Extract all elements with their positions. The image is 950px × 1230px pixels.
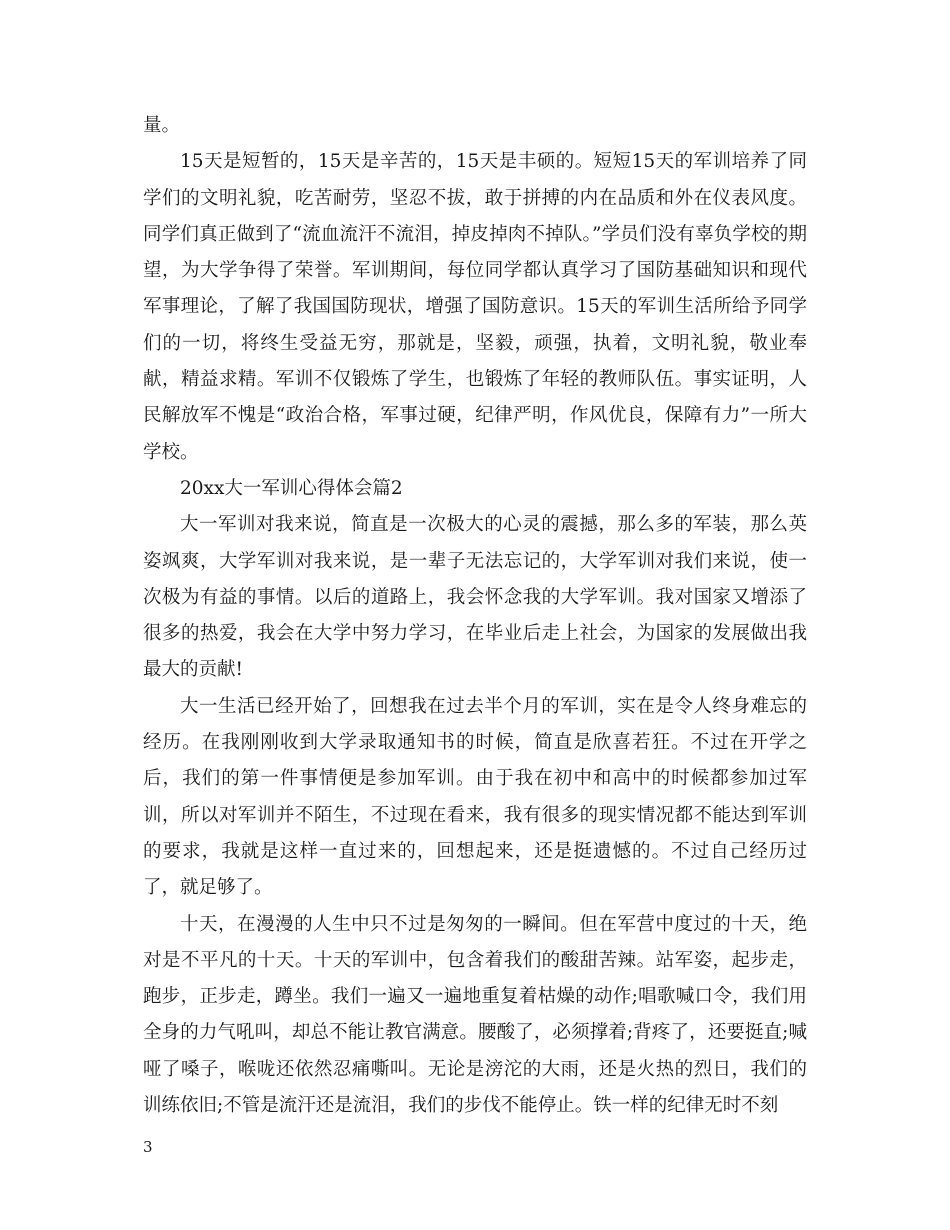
paragraph-continuation: 量。 bbox=[143, 115, 181, 136]
section-heading: 20xx大一军训心得体会篇2 bbox=[180, 477, 403, 499]
paragraph-freshman-life: 大一生活已经开始了，回想我在过去半个月的军训，实在是令人终身难忘的经历。在我刚刚收到大学录取通知书的时候，简直是欣喜若狂。不过在开学之后，我们的第一件事情便是参加军训。由于我在初中和高中的时候都参加过军训，所以对军训并不陌生，不过现在看来，我有很多的现实情况都不能达到军训的要求，我就是这样一直过来的，回想起来，还是挺遗憾的。不过自己经历过了，就足够了。 bbox=[143, 695, 807, 899]
document-body bbox=[143, 108, 807, 1124]
paragraph-freshman-training: 大一军训对我来说，简直是一次极大的心灵的震撼，那么多的军装，那么英姿飒爽，大学军训对我来说，是一辈子无法忘记的，大学军训对我们来说，使一次极为有益的事情。以后的道路上，我会怀念我的大学军训。我对国家又增添了很多的热爱，我会在大学中努力学习，在毕业后走上社会，为国家的发展做出我最大的贡献! bbox=[143, 514, 807, 681]
page-number: 3 bbox=[143, 1138, 153, 1156]
paragraph-ten-days: 十天，在漫漫的人生中只不过是匆匆的一瞬间。但在军营中度过的十天，绝对是不平凡的十天。十天的军训中，包含着我们的酸甜苦辣。站军姿，起步走，跑步，正步走，蹲坐。我们一遍又一遍地重复着枯燥的动作;唱歌喊口令，我们用全身的力气吼叫，却总不能让教官满意。腰酸了，必须撑着;背疼了，还要挺直;喊哑了嗓子，喉咙还依然忍痛嘶叫。无论是滂沱的大雨，还是火热的烈日，我们的训练依旧;不管是流汗还是流泪，我们的步伐不能停止。铁一样的纪律无时不刻 bbox=[143, 913, 807, 1117]
paragraph-military-training-summary: 15天是短暂的，15天是辛苦的，15天是丰硕的。短短15天的军训培养了同学们的文明礼貌，吃苦耐劳，坚忍不拔，敢于拼搏的内在品质和外在仪表风度。同学们真正做到了“流血流汗不流泪，掉皮掉肉不掉队。”学员们没有辜负学校的期望，为大学争得了荣誉。军训期间，每位同学都认真学习了国防基础知识和现代军事理论，了解了我国国防现状，增强了国防意识。15天的军训生活所给予同学们的一切，将终生受益无穷，那就是，坚毅，顽强，执着，文明礼貌，敬业奉献，精益求精。军训不仅锻炼了学生，也锻炼了年轻的教师队伍。事实证明，人民解放军不愧是“政治合格，军事过硬，纪律严明，作风优良，保障有力”一所大学校。 bbox=[143, 151, 807, 463]
